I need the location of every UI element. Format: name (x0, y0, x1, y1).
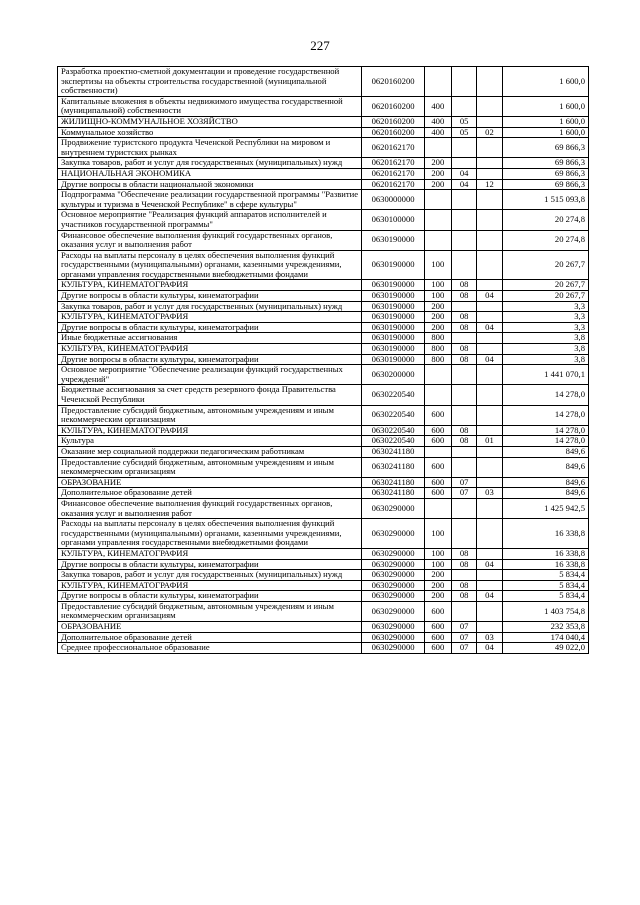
cell-target-article: 0630290000 (362, 643, 424, 654)
cell-amount: 174 040,4 (502, 632, 588, 643)
cell-amount: 5 834,4 (502, 580, 588, 591)
cell-expense-type (424, 446, 451, 457)
table-row (58, 643, 589, 654)
cell-name: Предоставление субсидий бюджетным, автономным учреждениям и иным некоммерческим организациям (58, 457, 362, 477)
cell-section: 04 (452, 179, 477, 190)
cell-amount: 1 441 070,1 (502, 365, 588, 385)
cell-target-article: 0620160200 (362, 127, 424, 138)
cell-target-article: 0630200000 (362, 365, 424, 385)
cell-subsection (477, 312, 502, 323)
cell-name: Другие вопросы в области культуры, кинематографии (58, 354, 362, 365)
table-row (58, 158, 589, 169)
cell-name: Закупка товаров, работ и услуг для государственных (муниципальных) нужд (58, 158, 362, 169)
cell-section (452, 333, 477, 344)
cell-section: 08 (452, 425, 477, 436)
cell-section: 07 (452, 477, 477, 488)
table-row (58, 519, 589, 549)
cell-expense-type: 600 (424, 632, 451, 643)
cell-target-article: 0620160200 (362, 96, 424, 116)
cell-name: ОБРАЗОВАНИЕ (58, 622, 362, 633)
cell-section: 07 (452, 643, 477, 654)
cell-expense-type: 800 (424, 344, 451, 355)
table-row (58, 570, 589, 581)
cell-name: Основное мероприятие "Обеспечение реализации функций государственных учреждений" (58, 365, 362, 385)
cell-name: КУЛЬТУРА, КИНЕМАТОГРАФИЯ (58, 425, 362, 436)
cell-name: КУЛЬТУРА, КИНЕМАТОГРАФИЯ (58, 580, 362, 591)
cell-section (452, 457, 477, 477)
cell-amount: 849,6 (502, 457, 588, 477)
cell-target-article: 0630190000 (362, 230, 424, 250)
table-row (58, 333, 589, 344)
cell-amount: 69 866,3 (502, 179, 588, 190)
cell-section: 08 (452, 280, 477, 291)
cell-section (452, 190, 477, 210)
cell-subsection (477, 548, 502, 559)
cell-target-article: 0630190000 (362, 344, 424, 355)
cell-subsection: 04 (477, 559, 502, 570)
cell-name: Расходы на выплаты персоналу в целях обеспечения выполнения функций государственными (муниципальными) органами, казенными учреждениями, органами управления государственными внебюджетными фондами (58, 519, 362, 549)
cell-name: Культура (58, 436, 362, 447)
cell-name: Оказание мер социальной поддержки педагогическим работникам (58, 446, 362, 457)
cell-section: 08 (452, 344, 477, 355)
cell-target-article: 0620162170 (362, 158, 424, 169)
cell-amount: 849,6 (502, 477, 588, 488)
cell-expense-type: 200 (424, 179, 451, 190)
cell-name: Капитальные вложения в объекты недвижимого имущества государственной (муниципальной) собственности (58, 96, 362, 116)
cell-expense-type (424, 190, 451, 210)
cell-amount: 1 403 754,8 (502, 601, 588, 621)
cell-subsection: 01 (477, 436, 502, 447)
cell-subsection (477, 67, 502, 97)
table-row (58, 354, 589, 365)
cell-subsection (477, 498, 502, 518)
cell-name: ОБРАЗОВАНИЕ (58, 477, 362, 488)
cell-section (452, 250, 477, 280)
cell-expense-type: 200 (424, 158, 451, 169)
cell-amount: 3,3 (502, 312, 588, 323)
cell-name: Среднее профессиональное образование (58, 643, 362, 654)
cell-name: Дополнительное образование детей (58, 488, 362, 499)
cell-name: Подпрограмма "Обеспечение реализации государственной программы "Развитие культуры и туризма в Чеченской Республике" в сфере культуры" (58, 190, 362, 210)
cell-expense-type: 600 (424, 436, 451, 447)
cell-amount: 69 866,3 (502, 158, 588, 169)
cell-section (452, 570, 477, 581)
cell-section (452, 601, 477, 621)
cell-section (452, 96, 477, 116)
cell-section: 08 (452, 548, 477, 559)
cell-section: 04 (452, 168, 477, 179)
cell-amount: 20 267,7 (502, 280, 588, 291)
cell-section (452, 158, 477, 169)
cell-section (452, 405, 477, 425)
cell-subsection (477, 280, 502, 291)
cell-target-article: 0630290000 (362, 580, 424, 591)
table-row (58, 280, 589, 291)
cell-expense-type: 200 (424, 322, 451, 333)
cell-name: КУЛЬТУРА, КИНЕМАТОГРАФИЯ (58, 344, 362, 355)
cell-subsection (477, 168, 502, 179)
cell-subsection: 02 (477, 127, 502, 138)
cell-subsection (477, 519, 502, 549)
cell-section: 08 (452, 312, 477, 323)
cell-amount: 5 834,4 (502, 591, 588, 602)
cell-amount: 49 022,0 (502, 643, 588, 654)
cell-target-article: 0630241180 (362, 457, 424, 477)
cell-subsection (477, 622, 502, 633)
page-number: 227 (310, 38, 330, 53)
cell-subsection (477, 158, 502, 169)
cell-amount: 3,8 (502, 354, 588, 365)
cell-name: НАЦИОНАЛЬНАЯ ЭКОНОМИКА (58, 168, 362, 179)
cell-subsection: 04 (477, 643, 502, 654)
cell-target-article: 0630290000 (362, 559, 424, 570)
cell-target-article: 0630241180 (362, 488, 424, 499)
cell-subsection (477, 190, 502, 210)
table-row (58, 138, 589, 158)
cell-expense-type: 100 (424, 519, 451, 549)
cell-name: Предоставление субсидий бюджетным, автономным учреждениям и иным некоммерческим организациям (58, 601, 362, 621)
cell-target-article: 0630290000 (362, 548, 424, 559)
table-row (58, 291, 589, 302)
cell-target-article: 0630290000 (362, 519, 424, 549)
cell-amount: 1 600,0 (502, 116, 588, 127)
cell-name: Предоставление субсидий бюджетным, автономным учреждениям и иным некоммерческим организациям (58, 405, 362, 425)
table-row (58, 312, 589, 323)
table-row (58, 230, 589, 250)
table-row (58, 477, 589, 488)
cell-amount: 14 278,0 (502, 385, 588, 405)
cell-expense-type: 100 (424, 548, 451, 559)
cell-target-article: 0630190000 (362, 301, 424, 312)
cell-amount: 69 866,3 (502, 168, 588, 179)
table-row (58, 365, 589, 385)
table-row (58, 601, 589, 621)
cell-amount: 232 353,8 (502, 622, 588, 633)
cell-amount: 3,8 (502, 344, 588, 355)
cell-target-article: 0630220540 (362, 385, 424, 405)
cell-amount: 16 338,8 (502, 519, 588, 549)
cell-section: 08 (452, 436, 477, 447)
cell-subsection: 03 (477, 488, 502, 499)
table-row (58, 301, 589, 312)
cell-expense-type: 200 (424, 570, 451, 581)
cell-name: КУЛЬТУРА, КИНЕМАТОГРАФИЯ (58, 280, 362, 291)
cell-amount: 14 278,0 (502, 425, 588, 436)
cell-target-article: 0630241180 (362, 477, 424, 488)
table-row (58, 96, 589, 116)
cell-section (452, 210, 477, 230)
cell-section (452, 67, 477, 97)
cell-name: ЖИЛИЩНО-КОММУНАЛЬНОЕ ХОЗЯЙСТВО (58, 116, 362, 127)
cell-name: Основное мероприятие "Реализация функций аппаратов исполнителей и участников государственной программы" (58, 210, 362, 230)
cell-section (452, 498, 477, 518)
cell-expense-type: 600 (424, 601, 451, 621)
cell-amount: 1 600,0 (502, 67, 588, 97)
cell-name: Продвижение туристского продукта Чеченской Республики на мировом и внутреннем туристских рынках (58, 138, 362, 158)
table-row (58, 632, 589, 643)
cell-expense-type (424, 210, 451, 230)
cell-subsection (477, 365, 502, 385)
cell-target-article: 0630290000 (362, 622, 424, 633)
table-row (58, 250, 589, 280)
cell-expense-type: 600 (424, 488, 451, 499)
cell-target-article: 0620160200 (362, 116, 424, 127)
cell-expense-type: 200 (424, 301, 451, 312)
table-row (58, 127, 589, 138)
cell-subsection (477, 250, 502, 280)
cell-subsection (477, 230, 502, 250)
cell-section: 08 (452, 354, 477, 365)
cell-target-article: 0630220540 (362, 425, 424, 436)
cell-section: 08 (452, 291, 477, 302)
cell-expense-type: 600 (424, 477, 451, 488)
cell-target-article: 0620160200 (362, 67, 424, 97)
cell-expense-type: 600 (424, 457, 451, 477)
cell-name: Закупка товаров, работ и услуг для государственных (муниципальных) нужд (58, 301, 362, 312)
cell-section: 08 (452, 322, 477, 333)
table-row (58, 591, 589, 602)
table-row (58, 425, 589, 436)
cell-amount: 69 866,3 (502, 138, 588, 158)
cell-subsection: 12 (477, 179, 502, 190)
table-row (58, 67, 589, 97)
cell-expense-type: 800 (424, 333, 451, 344)
cell-section: 08 (452, 580, 477, 591)
cell-name: Другие вопросы в области культуры, кинематографии (58, 291, 362, 302)
cell-expense-type: 400 (424, 127, 451, 138)
budget-table (57, 66, 589, 654)
cell-target-article: 0620162170 (362, 138, 424, 158)
cell-target-article: 0630190000 (362, 312, 424, 323)
cell-expense-type: 600 (424, 622, 451, 633)
cell-subsection (477, 344, 502, 355)
cell-expense-type: 100 (424, 280, 451, 291)
table-row (58, 580, 589, 591)
cell-section: 07 (452, 488, 477, 499)
cell-name: КУЛЬТУРА, КИНЕМАТОГРАФИЯ (58, 312, 362, 323)
cell-expense-type: 100 (424, 291, 451, 302)
cell-name: Другие вопросы в области культуры, кинематографии (58, 591, 362, 602)
cell-name: Бюджетные ассигнования за счет средств резервного фонда Правительства Чеченской Республики (58, 385, 362, 405)
cell-section (452, 138, 477, 158)
cell-section: 07 (452, 622, 477, 633)
cell-expense-type: 200 (424, 580, 451, 591)
cell-subsection: 04 (477, 322, 502, 333)
cell-subsection (477, 601, 502, 621)
table-row (58, 179, 589, 190)
cell-subsection (477, 385, 502, 405)
cell-name: Закупка товаров, работ и услуг для государственных (муниципальных) нужд (58, 570, 362, 581)
cell-name: Иные бюджетные ассигнования (58, 333, 362, 344)
cell-name: Дополнительное образование детей (58, 632, 362, 643)
cell-amount: 3,3 (502, 301, 588, 312)
cell-target-article: 0630290000 (362, 601, 424, 621)
cell-target-article: 0630190000 (362, 250, 424, 280)
cell-target-article: 0630000000 (362, 190, 424, 210)
cell-amount: 16 338,8 (502, 559, 588, 570)
cell-target-article: 0630190000 (362, 322, 424, 333)
cell-expense-type (424, 365, 451, 385)
cell-target-article: 0630290000 (362, 591, 424, 602)
cell-target-article: 0630190000 (362, 280, 424, 291)
cell-section (452, 230, 477, 250)
table-row (58, 190, 589, 210)
cell-amount: 1 600,0 (502, 127, 588, 138)
cell-name: Финансовое обеспечение выполнения функций государственных органов, оказания услуг и выполнения работ (58, 230, 362, 250)
cell-target-article: 0630241180 (362, 446, 424, 457)
cell-amount: 1 600,0 (502, 96, 588, 116)
cell-expense-type: 100 (424, 250, 451, 280)
cell-amount: 3,3 (502, 322, 588, 333)
table-row (58, 385, 589, 405)
table-row (58, 457, 589, 477)
cell-expense-type: 200 (424, 312, 451, 323)
cell-subsection (477, 477, 502, 488)
table-row (58, 446, 589, 457)
cell-target-article: 0630220540 (362, 436, 424, 447)
cell-target-article: 0630100000 (362, 210, 424, 230)
cell-name: КУЛЬТУРА, КИНЕМАТОГРАФИЯ (58, 548, 362, 559)
cell-expense-type: 200 (424, 168, 451, 179)
cell-expense-type: 400 (424, 96, 451, 116)
cell-subsection: 04 (477, 354, 502, 365)
cell-expense-type (424, 385, 451, 405)
cell-section (452, 446, 477, 457)
cell-amount: 20 267,7 (502, 291, 588, 302)
cell-section: 08 (452, 591, 477, 602)
cell-expense-type (424, 498, 451, 518)
cell-target-article: 0620162170 (362, 179, 424, 190)
cell-amount: 1 425 942,5 (502, 498, 588, 518)
cell-subsection (477, 96, 502, 116)
table-row (58, 559, 589, 570)
cell-expense-type: 400 (424, 116, 451, 127)
cell-target-article: 0620162170 (362, 168, 424, 179)
cell-expense-type: 600 (424, 405, 451, 425)
cell-amount: 849,6 (502, 446, 588, 457)
cell-subsection: 04 (477, 291, 502, 302)
cell-name: Другие вопросы в области национальной экономики (58, 179, 362, 190)
cell-section: 07 (452, 632, 477, 643)
cell-amount: 14 278,0 (502, 436, 588, 447)
cell-subsection (477, 580, 502, 591)
cell-subsection: 03 (477, 632, 502, 643)
cell-section: 05 (452, 127, 477, 138)
cell-subsection (477, 570, 502, 581)
cell-expense-type (424, 230, 451, 250)
table-row (58, 498, 589, 518)
cell-name: Коммунальное хозяйство (58, 127, 362, 138)
cell-amount: 849,6 (502, 488, 588, 499)
cell-subsection (477, 425, 502, 436)
table-row (58, 405, 589, 425)
cell-name: Другие вопросы в области культуры, кинематографии (58, 559, 362, 570)
table-row (58, 622, 589, 633)
cell-amount: 3,8 (502, 333, 588, 344)
cell-section: 08 (452, 559, 477, 570)
cell-target-article: 0630290000 (362, 570, 424, 581)
table-row (58, 116, 589, 127)
cell-name: Другие вопросы в области культуры, кинематографии (58, 322, 362, 333)
cell-expense-type (424, 67, 451, 97)
cell-section (452, 385, 477, 405)
cell-subsection (477, 446, 502, 457)
cell-section (452, 301, 477, 312)
cell-target-article: 0630220540 (362, 405, 424, 425)
cell-name: Разработка проектно-сметной документации и проведение государственной экспертизы на объекты строительства государственной (муниципальной собственности) (58, 67, 362, 97)
cell-name: Расходы на выплаты персоналу в целях обеспечения выполнения функций государственными (муниципальными) органами, казенными учреждениями, органами управления государственными внебюджетными фондами (58, 250, 362, 280)
table-row (58, 322, 589, 333)
cell-section: 05 (452, 116, 477, 127)
cell-section (452, 519, 477, 549)
cell-expense-type: 100 (424, 559, 451, 570)
cell-target-article: 0630290000 (362, 498, 424, 518)
cell-amount: 5 834,4 (502, 570, 588, 581)
cell-amount: 16 338,8 (502, 548, 588, 559)
cell-subsection: 04 (477, 591, 502, 602)
table-row (58, 488, 589, 499)
cell-subsection (477, 457, 502, 477)
cell-subsection (477, 333, 502, 344)
cell-subsection (477, 116, 502, 127)
cell-section (452, 365, 477, 385)
cell-amount: 14 278,0 (502, 405, 588, 425)
table-row (58, 210, 589, 230)
table-row (58, 548, 589, 559)
cell-target-article: 0630190000 (362, 333, 424, 344)
table-row (58, 344, 589, 355)
cell-subsection (477, 210, 502, 230)
cell-name: Финансовое обеспечение выполнения функций государственных органов, оказания услуг и выполнения работ (58, 498, 362, 518)
cell-target-article: 0630190000 (362, 291, 424, 302)
cell-expense-type: 600 (424, 425, 451, 436)
cell-target-article: 0630190000 (362, 354, 424, 365)
cell-expense-type: 200 (424, 591, 451, 602)
table-row (58, 168, 589, 179)
table-row (58, 436, 589, 447)
cell-amount: 20 274,8 (502, 210, 588, 230)
cell-amount: 1 515 093,8 (502, 190, 588, 210)
cell-amount: 20 274,8 (502, 230, 588, 250)
cell-expense-type (424, 138, 451, 158)
cell-expense-type: 600 (424, 643, 451, 654)
cell-subsection (477, 301, 502, 312)
cell-subsection (477, 138, 502, 158)
cell-amount: 20 267,7 (502, 250, 588, 280)
table-body (58, 67, 589, 654)
cell-target-article: 0630290000 (362, 632, 424, 643)
cell-subsection (477, 405, 502, 425)
cell-expense-type: 800 (424, 354, 451, 365)
